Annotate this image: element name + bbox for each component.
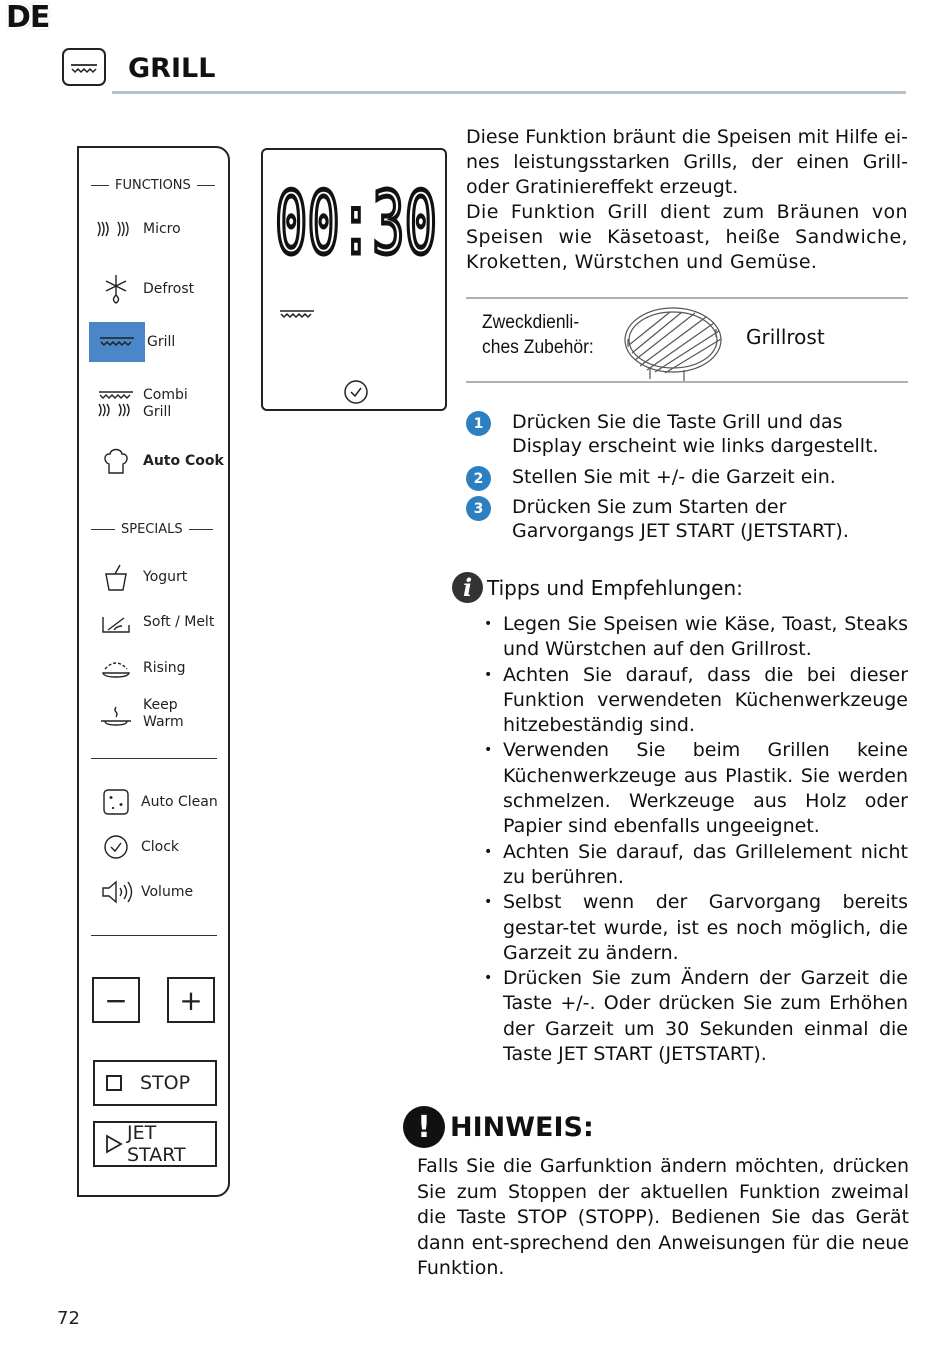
grill-icon xyxy=(89,322,145,362)
stop-label: STOP xyxy=(140,1072,191,1094)
function-label: Combi Grill xyxy=(143,387,188,420)
warning-icon: ! xyxy=(403,1106,445,1148)
function-label: Defrost xyxy=(143,280,195,297)
auto-clean-button[interactable] xyxy=(79,782,229,822)
play-icon xyxy=(105,1134,123,1154)
function-grill-button[interactable] xyxy=(79,322,229,362)
stop-button[interactable] xyxy=(93,1060,217,1106)
tips-title: Tipps und Empfehlungen: xyxy=(487,575,743,600)
chef-hat-icon xyxy=(95,446,137,476)
title-rule xyxy=(112,91,906,94)
rising-icon xyxy=(95,657,137,679)
tip-item: • Drücken Sie zum Ändern der Garzeit die Taste +/-. Oder drücken Sie zum Erhöhen der Garzeit um 30 Sekunden einmal die Taste JET START (JETSTART). xyxy=(484,966,908,1067)
keep-warm-icon xyxy=(95,701,137,727)
special-yogurt-button[interactable] xyxy=(79,557,229,597)
function-label: Micro xyxy=(143,220,181,237)
micro-icon xyxy=(95,218,137,240)
combi-grill-icon xyxy=(95,389,137,419)
clock-icon xyxy=(95,833,137,861)
special-label: Keep Warm xyxy=(143,697,184,730)
intro-paragraph-1: Diese Funktion bräunt die Speisen mit Hilfe ei-nes leistungsstarken Grills, der einen Grill- oder Gratiniereffekt erzeugt. xyxy=(466,126,908,198)
tips-heading xyxy=(452,572,743,603)
function-combi-grill-button[interactable] xyxy=(79,384,229,424)
function-label: Auto Cook xyxy=(143,452,224,469)
separator xyxy=(91,758,217,759)
step-text: Drücken Sie zum Starten der Garvorgangs JET START (JETSTART). xyxy=(512,496,849,542)
step-number: 2 xyxy=(466,466,491,491)
special-keep-warm-button[interactable] xyxy=(79,694,229,734)
extra-label: Clock xyxy=(141,838,180,855)
clock-button[interactable] xyxy=(79,827,229,867)
volume-button[interactable] xyxy=(79,872,229,912)
info-icon: i xyxy=(452,572,483,603)
jet-start-label: JET START xyxy=(127,1122,186,1166)
tip-item: • Legen Sie Speisen wie Käse, Toast, Steaks und Würstchen auf den Grillrost. xyxy=(484,612,908,663)
oven-display xyxy=(261,148,447,411)
note-text: Falls Sie die Garfunktion ändern möchten, drücken Sie zum Stoppen der aktuellen Funktion zweimal die Taste STOP (STOPP). Bedienen Sie das Gerät dann ent-sprechend den Anweisungen für die neue Funktion. xyxy=(417,1155,909,1279)
separator xyxy=(91,935,217,936)
yogurt-icon xyxy=(95,562,137,592)
grill-icon xyxy=(62,48,106,86)
tip-item: • Verwenden Sie beim Grillen keine Küchenwerkzeuge aus Plastik. Sie werden schmelzen. Werkzeuge aus Holz oder Papier sind ebenfalls ungeeignet. xyxy=(484,738,908,839)
grill-icon xyxy=(279,306,315,325)
svg-text:00:30: 00:30 xyxy=(275,174,437,274)
note-heading xyxy=(403,1106,594,1148)
function-auto-cook-button[interactable] xyxy=(79,441,229,481)
note-title: HINWEIS: xyxy=(450,1111,594,1143)
accessory-name: Grillrost xyxy=(746,325,825,349)
function-defrost-button[interactable] xyxy=(79,269,229,309)
step-2 xyxy=(466,465,908,491)
special-soft-melt-button[interactable] xyxy=(79,602,229,642)
page-title: GRILL xyxy=(128,53,216,84)
step-text: Stellen Sie mit +/- die Garzeit ein. xyxy=(512,466,836,488)
tip-item: • Achten Sie darauf, das Grillelement nicht zu berühren. xyxy=(484,840,908,891)
jet-start-button[interactable] xyxy=(93,1121,217,1167)
control-panel xyxy=(77,146,230,1197)
accessory-label: Zweckdienli- ches Zubehör: xyxy=(482,312,594,358)
step-3 xyxy=(466,495,908,543)
tip-item: • Selbst wenn der Garvorgang bereits gestar-tet wurde, ist es noch möglich, die Garzeit zu ändern. xyxy=(484,890,908,966)
intro-paragraph-2: Die Funktion Grill dient zum Bräunen von Speisen wie Käsetoast, heiße Sandwiche, Kroketten, Würstchen und Gemüse. xyxy=(466,201,908,273)
step-text: Drücken Sie die Taste Grill und das Display erscheint wie links dargestellt. xyxy=(512,411,879,457)
clock-icon xyxy=(343,379,369,409)
function-label: Grill xyxy=(147,333,176,350)
page-number: 72 xyxy=(57,1308,80,1329)
auto-clean-icon xyxy=(95,787,137,817)
volume-icon xyxy=(95,879,137,905)
special-label: Rising xyxy=(143,659,186,676)
special-label: Yogurt xyxy=(143,568,188,585)
grill-rack-icon xyxy=(620,305,726,387)
display-time xyxy=(271,174,441,274)
functions-label: FUNCTIONS xyxy=(91,178,215,193)
defrost-icon xyxy=(95,273,137,305)
tips-list xyxy=(484,612,908,1067)
minus-button[interactable]: − xyxy=(92,977,140,1023)
soft-melt-icon xyxy=(95,609,137,635)
extra-label: Volume xyxy=(141,883,194,900)
tip-item: • Achten Sie darauf, dass die bei dieser Funktion verwendeten Küchenwerkzeuge hitzebeständig sind. xyxy=(484,663,908,739)
special-label: Soft / Melt xyxy=(143,613,215,630)
plus-button[interactable]: + xyxy=(167,977,215,1023)
step-number: 3 xyxy=(466,496,491,521)
specials-label: SPECIALS xyxy=(91,522,213,537)
step-1 xyxy=(466,410,908,458)
extra-label: Auto Clean xyxy=(141,793,218,810)
accessory-box xyxy=(466,297,908,383)
special-rising-button[interactable] xyxy=(79,648,229,688)
step-number: 1 xyxy=(466,411,491,436)
stop-icon xyxy=(106,1075,122,1091)
function-micro-button[interactable] xyxy=(79,209,229,249)
language-code: DE xyxy=(6,0,50,35)
